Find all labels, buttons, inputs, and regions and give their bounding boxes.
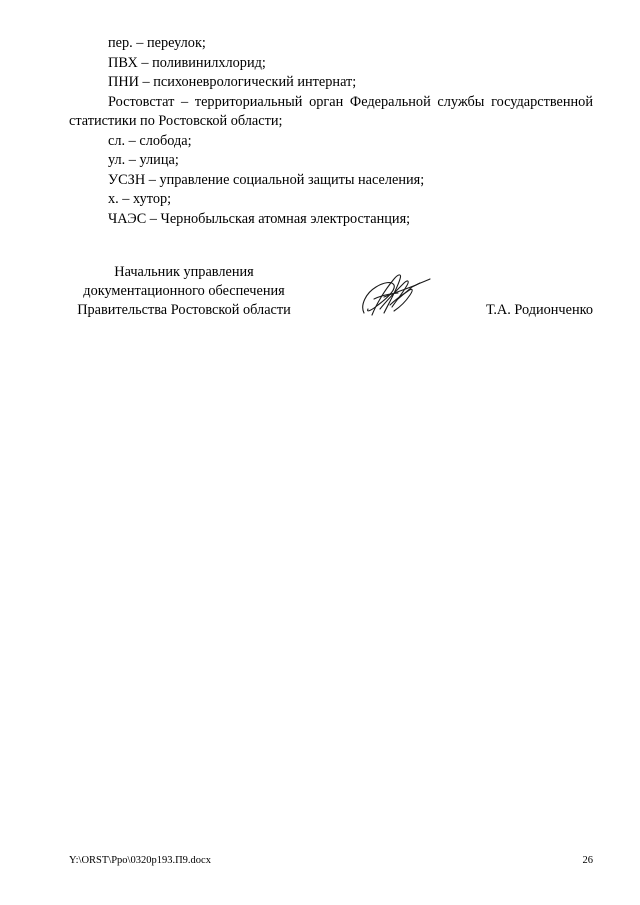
abbreviation-item: ул. – улица; <box>108 152 179 168</box>
abbreviation-item: пер. – переулок; <box>108 35 206 51</box>
abbreviation-item: Ростовстат – территориальный орган Федеральной службы государственной статистики по Ростовской области; <box>69 93 593 129</box>
abbreviation-list <box>69 34 593 229</box>
signatory-position-line: документационного обеспечения <box>83 283 285 299</box>
abbreviation-item: х. – хутор; <box>108 191 172 207</box>
footer-file-path: Y:\ORST\Ppo\0320p193.П9.docx <box>69 855 211 866</box>
signature-block <box>62 263 593 323</box>
abbreviation-item: УСЗН – управление социальной защиты населения; <box>108 171 425 188</box>
page-number: 26 <box>582 855 593 866</box>
signatory-name: Т.А. Родионченко <box>486 302 593 318</box>
abbreviation-item: ЧАЭС – Чернобыльская атомная электростанция; <box>108 210 411 227</box>
abbreviation-item: сл. – слобода; <box>108 132 192 149</box>
handwritten-signature-icon <box>354 269 434 321</box>
signatory-position <box>62 263 306 320</box>
signatory-position-line: Правительства Ростовской области <box>77 302 291 318</box>
abbreviation-item: ПНИ – психоневрологический интернат; <box>108 74 357 90</box>
abbreviation-item: ПВХ – поливинилхлорид; <box>108 54 266 71</box>
signatory-position-line: Начальник управления <box>114 264 254 280</box>
